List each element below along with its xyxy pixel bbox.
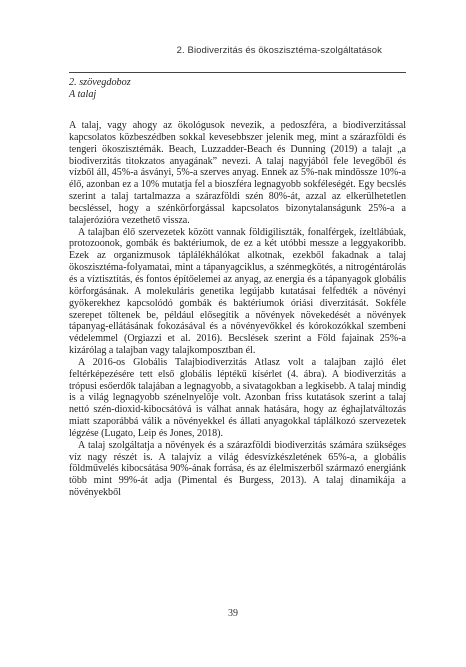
- box-title: A talaj: [69, 88, 97, 100]
- page-number: 39: [228, 608, 238, 619]
- paragraph-1: A talaj, vagy ahogy az ökológusok nevezik, a pedoszféra, a biodiverzitással kapcsolatos közbeszédben sokkal kevesebbszer jelenik meg, mint a szárazföldi és tengeri ökoszisztémák. Beach, Luzzadder-Beach és Dunning (2019) a talajt „a biodiverzitás titokzatos anyagának” nevezi. A talaj nagyjából fele levegőből és vízből áll, 45%-a ásványi, 5%-a szerves anyag. Ennek az 5%-nak mindössze 10%-a élő, azonban ez a 10% mutatja fel a bioszféra legnagyobb sokféleségét. Egy becslés szerint a talaj tartalmazza a szárazföldi szén 80%-át, azzal az elkerülhetetlen becsléssel, hogy a szénkörforgással kapcsolatos bizonytalanságunk 25%-a a talajerózióra vezethető vissza.: [69, 120, 406, 226]
- running-header: 2. Biodiverzitás és ökoszisztéma-szolgáltatások: [176, 45, 382, 56]
- text-box-heading: [69, 72, 406, 101]
- box-label: 2. szövegdoboz: [69, 77, 131, 88]
- paragraph-3: A 2016-os Globális Talajbiodiverzitás Atlasz volt a talajban zajló élet feltérképezésére tett első globális léptékű kísérlet (4. ábra). A biodiverzitás a trópusi esőerdők talajában a legnagyobb, a sivatagokban a legkisebb. A talaj mindig is a világ legnagyobb szénelnyelője volt. Azonban friss kutatások szerint a talaj nettó szén-dioxid-kibocsátóvá is válhat annak hatására, hogy az éghajlatváltozás miatt szaporábbá válik a növényekkel és állati anyagokkal táplálkozó szervezetek légzése (Lugato, Leip és Jones, 2018).: [69, 356, 406, 439]
- paragraph-4: A talaj szolgáltatja a növények és a szárazföldi biodiverzitás számára szükséges víz nagy részét is. A talajvíz a világ édesvízkészletének 65%-a, a globális földművelés kibocsátása 90%-ának forrása, és az élelmiszerből származó energiánk több mint 99%-át adja (Pimental és Burgess, 2013). A talaj dinamikája a növényekből: [69, 439, 406, 499]
- paragraph-2: A talajban élő szervezetek között vannak földigiliszták, fonalférgek, ízeltlábúak, protozoonok, gombák és baktériumok, de ez a két utóbbi messze a leggyakoribb. Ezek az organizmusok táplálékhálókat alkotnak, ezekből fakadnak a talaj ökoszisztéma-folyamatai, mint a tápanyagciklus, a szénmegkötés, a nitrogéntárolás és a víztisztítás, és fontos építőelemei az anyag, az energia és a tápanyagok globális körforgásának. A molekuláris genetika legújabb kutatásai felfedték a növényi gyökerekhez kapcsolódó gombák és baktériumok óriási diverzitását. Sokféle szerepet töltenek be, például elősegítik a növények növekedését a növények tápanyag-ellátásának fokozásával és a növényevőkkel és kórokozókkal szembeni védelemmel (Orgiazzi et al. 2016). Becslések szerint a Föld fajainak 25%-a kizárólag a talajban vagy talajkomposztban él.: [69, 226, 406, 357]
- body-text: [69, 120, 406, 499]
